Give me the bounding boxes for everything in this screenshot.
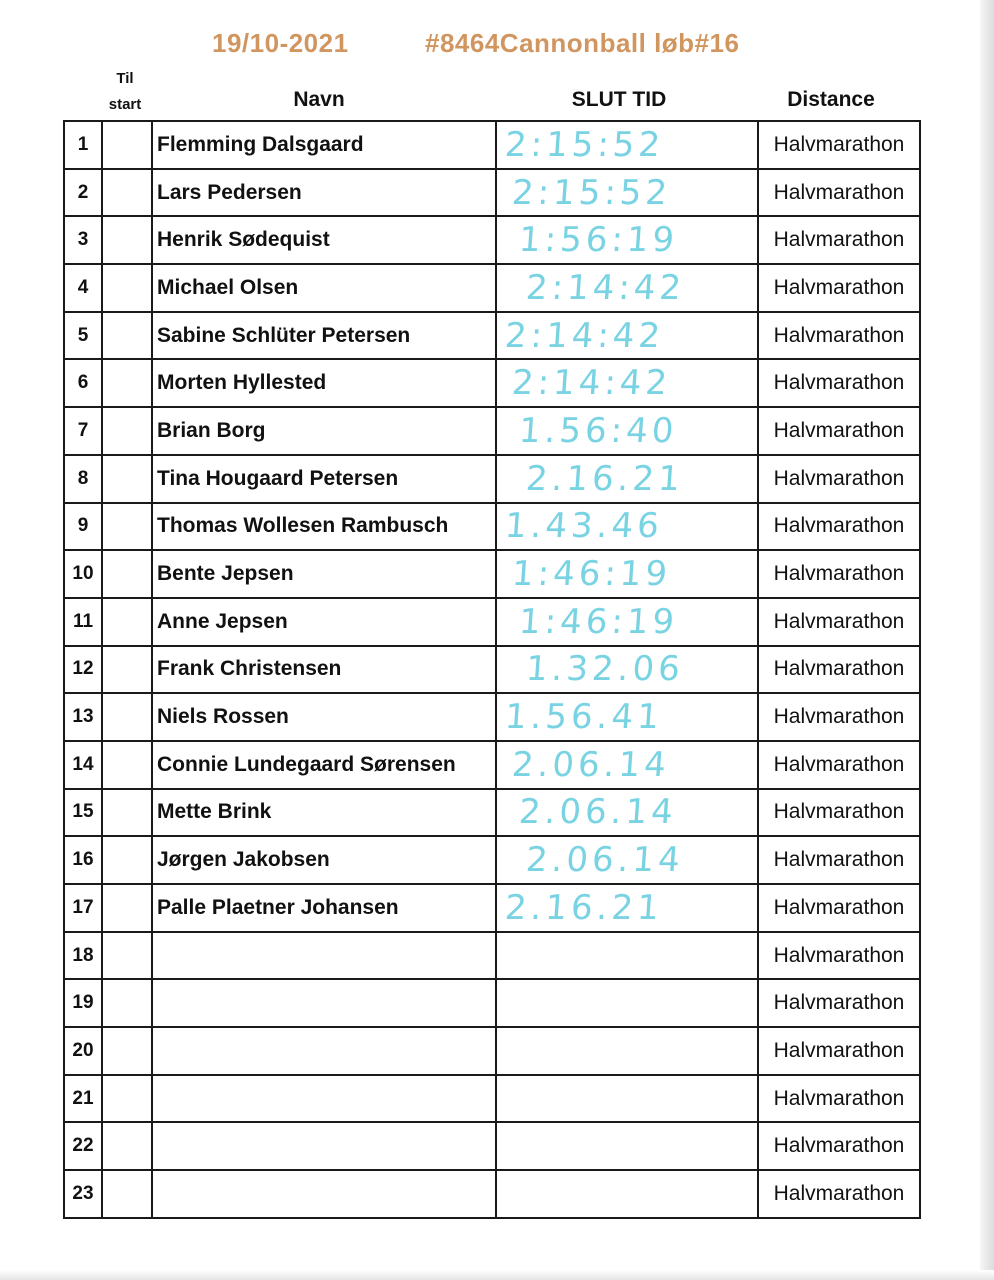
table-row	[64, 550, 920, 598]
handwritten-time: 2.06.14	[510, 744, 672, 785]
handwritten-time: 2:15:52	[503, 124, 666, 165]
page-bottom-shadow	[0, 1270, 994, 1280]
row-start-checkbox	[102, 503, 152, 551]
row-start-checkbox	[102, 550, 152, 598]
row-start-checkbox	[102, 121, 152, 169]
handwritten-time: 1.56:40	[517, 410, 679, 451]
distance-cell: Halvmarathon	[758, 741, 920, 789]
runner-name: Tina Hougaard Petersen	[152, 455, 496, 503]
table-row	[64, 836, 920, 884]
handwritten-time: 2:14:42	[524, 267, 687, 308]
row-number: 22	[64, 1122, 102, 1170]
row-number: 4	[64, 264, 102, 312]
finish-time	[496, 1027, 758, 1075]
handwritten-time: 1:46:19	[517, 601, 680, 642]
handwritten-time: 2:15:52	[510, 172, 673, 213]
row-number: 20	[64, 1027, 102, 1075]
finish-time	[496, 836, 758, 884]
distance-cell: Halvmarathon	[758, 216, 920, 264]
handwritten-time: 1.43.46	[503, 506, 665, 547]
distance-cell: Halvmarathon	[758, 646, 920, 694]
runner-name: Thomas Wollesen Rambusch	[152, 503, 496, 551]
finish-time	[496, 550, 758, 598]
runner-name	[152, 979, 496, 1027]
runner-name: Bente Jepsen	[152, 550, 496, 598]
runner-name: Connie Lundegaard Sørensen	[152, 741, 496, 789]
table-row	[64, 932, 920, 980]
finish-time	[496, 979, 758, 1027]
finish-time	[496, 264, 758, 312]
table-row	[64, 169, 920, 217]
table-row	[64, 1122, 920, 1170]
row-start-checkbox	[102, 407, 152, 455]
row-start-checkbox	[102, 264, 152, 312]
column-header-til-start: Til start	[108, 70, 142, 113]
handwritten-time: 2:14:42	[510, 363, 673, 404]
finish-time	[496, 1170, 758, 1218]
handwritten-time: 2:14:42	[503, 315, 666, 356]
row-number: 14	[64, 741, 102, 789]
table-row	[64, 741, 920, 789]
handwritten-time: 1:56:19	[517, 220, 680, 261]
page-title	[0, 28, 994, 64]
finish-time	[496, 455, 758, 503]
finish-time	[496, 598, 758, 646]
finish-time	[496, 169, 758, 217]
table-row	[64, 407, 920, 455]
column-header-distance: Distance	[787, 88, 875, 111]
finish-time	[496, 789, 758, 837]
row-number: 18	[64, 932, 102, 980]
handwritten-time: 2.06.14	[524, 840, 686, 881]
finish-time	[496, 1075, 758, 1123]
row-start-checkbox	[102, 979, 152, 1027]
row-number: 15	[64, 789, 102, 837]
finish-time	[496, 312, 758, 360]
results-table-body	[64, 121, 920, 1218]
finish-time	[496, 741, 758, 789]
row-start-checkbox	[102, 693, 152, 741]
distance-cell: Halvmarathon	[758, 1170, 920, 1218]
column-header-navn: Navn	[293, 88, 345, 111]
runner-name: Niels Rossen	[152, 693, 496, 741]
finish-time	[496, 1122, 758, 1170]
handwritten-time: 2.16.21	[503, 887, 665, 928]
row-start-checkbox	[102, 1075, 152, 1123]
runner-name: Anne Jepsen	[152, 598, 496, 646]
distance-cell: Halvmarathon	[758, 693, 920, 741]
runner-name	[152, 1027, 496, 1075]
finish-time	[496, 407, 758, 455]
distance-cell: Halvmarathon	[758, 264, 920, 312]
row-start-checkbox	[102, 1170, 152, 1218]
distance-cell: Halvmarathon	[758, 407, 920, 455]
row-start-checkbox	[102, 169, 152, 217]
row-number: 23	[64, 1170, 102, 1218]
runner-name: Brian Borg	[152, 407, 496, 455]
event-date: 19/10-2021	[212, 28, 349, 58]
finish-time	[496, 693, 758, 741]
page-edge-shadow	[980, 0, 994, 1280]
table-row	[64, 979, 920, 1027]
distance-cell: Halvmarathon	[758, 169, 920, 217]
distance-cell: Halvmarathon	[758, 550, 920, 598]
row-number: 3	[64, 216, 102, 264]
row-number: 11	[64, 598, 102, 646]
table-row	[64, 503, 920, 551]
distance-cell: Halvmarathon	[758, 789, 920, 837]
results-table	[63, 120, 921, 1219]
row-number: 1	[64, 121, 102, 169]
row-start-checkbox	[102, 455, 152, 503]
row-number: 8	[64, 455, 102, 503]
distance-cell: Halvmarathon	[758, 836, 920, 884]
distance-cell: Halvmarathon	[758, 932, 920, 980]
table-row	[64, 884, 920, 932]
row-start-checkbox	[102, 1027, 152, 1075]
distance-cell: Halvmarathon	[758, 121, 920, 169]
finish-time	[496, 646, 758, 694]
finish-time	[496, 884, 758, 932]
table-row	[64, 789, 920, 837]
runner-name: Flemming Dalsgaard	[152, 121, 496, 169]
row-start-checkbox	[102, 216, 152, 264]
row-start-checkbox	[102, 836, 152, 884]
table-row	[64, 264, 920, 312]
row-start-checkbox	[102, 598, 152, 646]
row-number: 19	[64, 979, 102, 1027]
table-row	[64, 1027, 920, 1075]
event-name: #8464Cannonball løb#16	[425, 28, 740, 58]
row-start-checkbox	[102, 932, 152, 980]
row-start-checkbox	[102, 741, 152, 789]
distance-cell: Halvmarathon	[758, 1027, 920, 1075]
row-number: 10	[64, 550, 102, 598]
handwritten-time: 1.56.41	[503, 697, 665, 738]
runner-name: Mette Brink	[152, 789, 496, 837]
handwritten-time: 1.32.06	[524, 649, 686, 690]
row-number: 17	[64, 884, 102, 932]
table-row	[64, 121, 920, 169]
table-row	[64, 359, 920, 407]
finish-time	[496, 359, 758, 407]
table-row	[64, 312, 920, 360]
row-number: 13	[64, 693, 102, 741]
row-start-checkbox	[102, 1122, 152, 1170]
table-row	[64, 1170, 920, 1218]
runner-name: Morten Hyllested	[152, 359, 496, 407]
row-number: 16	[64, 836, 102, 884]
distance-cell: Halvmarathon	[758, 312, 920, 360]
runner-name: Palle Plaetner Johansen	[152, 884, 496, 932]
finish-time	[496, 216, 758, 264]
distance-cell: Halvmarathon	[758, 884, 920, 932]
handwritten-time: 1:46:19	[510, 554, 673, 595]
runner-name: Jørgen Jakobsen	[152, 836, 496, 884]
finish-time	[496, 503, 758, 551]
runner-name: Lars Pedersen	[152, 169, 496, 217]
runner-name	[152, 1122, 496, 1170]
row-number: 12	[64, 646, 102, 694]
handwritten-time: 2.16.21	[524, 458, 686, 499]
table-row	[64, 455, 920, 503]
table-row	[64, 216, 920, 264]
row-start-checkbox	[102, 884, 152, 932]
distance-cell: Halvmarathon	[758, 979, 920, 1027]
row-number: 5	[64, 312, 102, 360]
runner-name	[152, 1075, 496, 1123]
table-row	[64, 598, 920, 646]
distance-cell: Halvmarathon	[758, 359, 920, 407]
distance-cell: Halvmarathon	[758, 1122, 920, 1170]
table-row	[64, 1075, 920, 1123]
distance-cell: Halvmarathon	[758, 455, 920, 503]
handwritten-time: 2.06.14	[517, 792, 679, 833]
runner-name	[152, 1170, 496, 1218]
runner-name: Henrik Sødequist	[152, 216, 496, 264]
column-header-slut-tid: SLUT TID	[571, 88, 667, 111]
row-start-checkbox	[102, 789, 152, 837]
table-row	[64, 646, 920, 694]
finish-time	[496, 121, 758, 169]
runner-name: Sabine Schlüter Petersen	[152, 312, 496, 360]
runner-name: Michael Olsen	[152, 264, 496, 312]
row-number: 7	[64, 407, 102, 455]
row-number: 6	[64, 359, 102, 407]
row-number: 9	[64, 503, 102, 551]
distance-cell: Halvmarathon	[758, 503, 920, 551]
row-number: 21	[64, 1075, 102, 1123]
distance-cell: Halvmarathon	[758, 598, 920, 646]
row-start-checkbox	[102, 312, 152, 360]
distance-cell: Halvmarathon	[758, 1075, 920, 1123]
finish-time	[496, 932, 758, 980]
runner-name: Frank Christensen	[152, 646, 496, 694]
runner-name	[152, 932, 496, 980]
row-start-checkbox	[102, 359, 152, 407]
row-number: 2	[64, 169, 102, 217]
row-start-checkbox	[102, 646, 152, 694]
table-row	[64, 693, 920, 741]
